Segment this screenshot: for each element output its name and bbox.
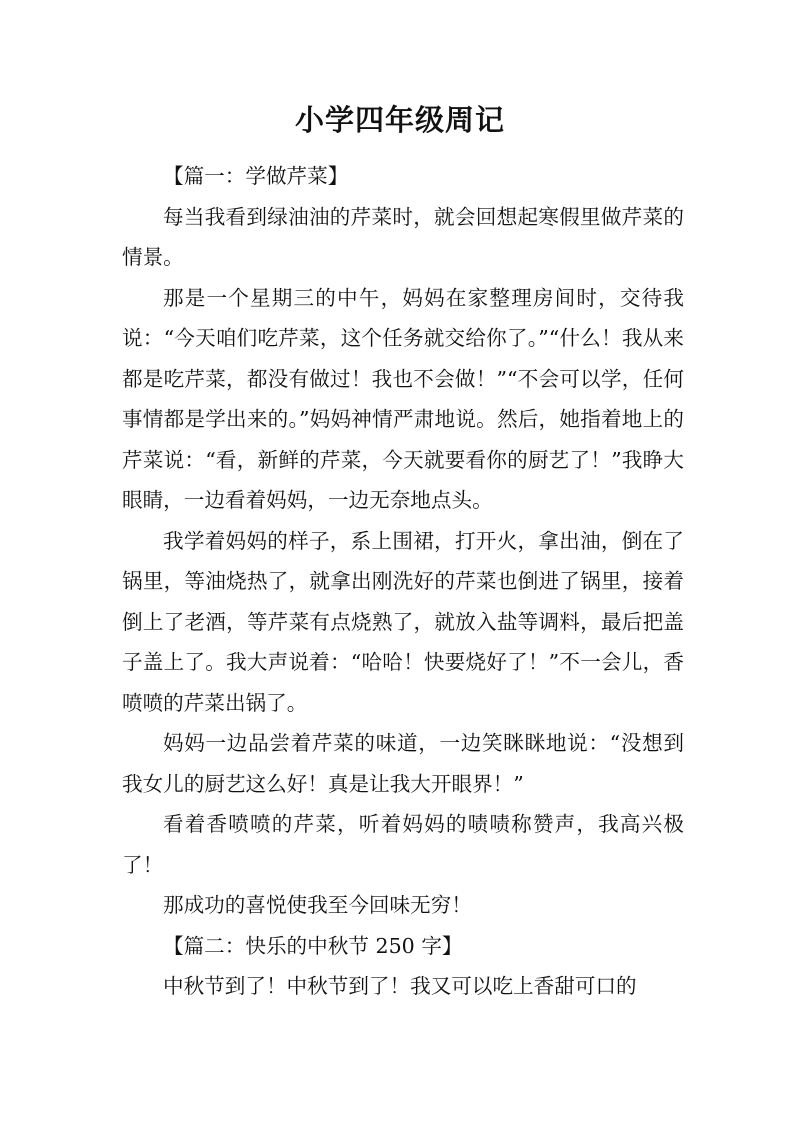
paragraph: 我学着妈妈的样子，系上围裙，打开火，拿出油，倒在了锅里，等油烧热了，就拿出刚洗好的芹菜也倒进了锅里，接着倒上了老酒，等芹菜有点烧熟了，就放入盐等调料，最后把盖子盖上了。我大声说着：“哈哈！快要烧好了！”不一会儿，香喷喷的芹菜出锅了。	[122, 528, 684, 715]
paragraph: 每当我看到绿油油的芹菜时，就会回想起寒假里做芹菜的情景。	[122, 204, 684, 269]
section-heading-1: 【篇一：学做芹菜】	[163, 164, 349, 188]
section-heading-2: 【篇二：快乐的中秋节 250 字】	[163, 933, 463, 958]
document-body	[122, 156, 684, 1007]
paragraph: 看着香喷喷的芹菜，听着妈妈的啧啧称赞声，我高兴极了！	[122, 812, 684, 877]
document-title: 小学四年级周记	[294, 103, 505, 137]
paragraph: 那是一个星期三的中午，妈妈在家整理房间时，交待我说：“今天咱们吃芹菜，这个任务就交给你了。”“什么！我从来都是吃芹菜，都没有做过！我也不会做！”“不会可以学，任何事情都是学出来的。”妈妈神情严肃地说。然后，她指着地上的芹菜说：“看，新鲜的芹菜，今天就要看你的厨艺了！”我睁大眼睛，一边看着妈妈，一边无奈地点头。	[122, 285, 684, 512]
paragraph: 妈妈一边品尝着芹菜的味道，一边笑眯眯地说：“没想到我女儿的厨艺这么好！真是让我大开眼界！”	[122, 731, 684, 796]
paragraph: 中秋节到了！中秋节到了！我又可以吃上香甜可口的	[163, 974, 637, 998]
paragraph: 那成功的喜悦使我至今回味无穷！	[163, 893, 472, 917]
